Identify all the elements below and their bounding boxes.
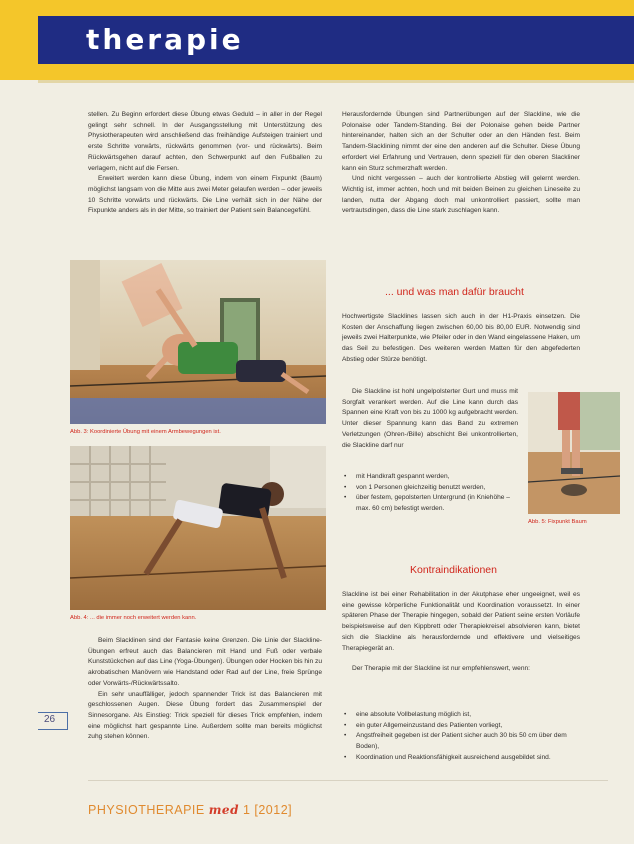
list-item: • von 1 Personen gleichzeitig benutzt werden, xyxy=(342,483,518,494)
caption-figure-3: Abb. 3: Koordinierte Übung mit einem Armbewegungen ist. xyxy=(70,429,221,435)
paragraph: Die Slackline ist hohl ungelpolsterter Gurt und muss mit Sorgfalt verankert werden. Auf die Line kann durch das Spannen eine Kraft von bis zu 1000 kg aufgebracht werden. Unter dieser Spannung kann das Band zu extremen Verletzungen (Ohren-/Bille) abschicht Bei unkontrollierten, die Slackline darf nur xyxy=(342,388,518,449)
contraindications-text xyxy=(342,590,580,675)
photo-slackline-anchor xyxy=(528,392,620,514)
footer-magazine xyxy=(88,802,292,818)
heading-equipment: ... und was man dafür braucht xyxy=(385,286,524,298)
paragraph: Hochwertigste Slacklines lassen sich auch in der H1-Praxis einsetzen. Die Kosten der Anschaffung liegen zwischen 60,00 bis 80,00 EUR. Notwendig sind jeweils zwei Halterpunkte, wie Pfeiler oder in den Wand eingelassene Haken, um das Seil zu befestigen. Des weiteren werden Matten für den abgefederten Abstieg oder Stürze benötigt. xyxy=(342,313,580,363)
list-item: • mit Handkraft gespannt werden, xyxy=(342,472,518,483)
header-underline xyxy=(38,80,634,83)
paragraph: Der Therapie mit der Slackline ist nur empfehlenswert, wenn: xyxy=(352,665,530,673)
list-item: • eine absolute Vollbelastung möglich ist, xyxy=(342,710,580,721)
paragraph: Herausfordernde Übungen sind Partnerübungen auf der Slackline, wie die Polonaise oder Tandem-Standing. Bei der Polonaise gehen beide Partner hintereinander, halten sich an der Schulter oder an den Händen fest. Beim Tandem-Slacklining nimmt der eine den anderen auf die Schulter. Diese Übung erfordert viel Erfahrung und Vertrauen, denn speziell für den oberen Slackliner kann ein Sturz schmerzhaft werden. xyxy=(342,111,580,172)
paragraph: stellen. Zu Beginn erfordert diese Übung etwas Geduld – in aller in der Regel gelingt sehr schnell. In der Ausgangsstellung mit Unterstützung des Physiotherapeuten wird anschließend das freihändige Aufsteigen trainiert und erste Schritte vorwärts, rückwärts genommen (vor- und rückwärts). Beim Rückwärtsgehen darauf achten, den Schwerpunkt auf den Fußballen zu verlagern, nicht auf die Fersen. xyxy=(88,111,322,172)
caption-figure-4: Abb. 4: ... die immer noch erweitert werden kann. xyxy=(70,615,197,621)
photo-slackline-arm-exercise xyxy=(70,260,326,424)
equipment-text-wrap xyxy=(342,387,518,451)
list-item: • Koordination und Reaktionsfähigkeit ausreichend ausgebildet sind. xyxy=(342,753,580,764)
paragraph: Slackline ist bei einer Rehabilitation in der Akutphase eher ungeeignet, weil es eine gewisse körperliche Funktionalität und Koordination voraussetzt. In einer späteren Phase der Therapie hingegen, sobald der Patient seine ersten Vorläufe beispielsweise auf den Kippbrett oder Therapiekreisel absolvieren kann, bietet sich die Slackline als herausfordernde und effektivere und vielseitiges Therapiegerät an. xyxy=(342,591,580,652)
footer-brand: med xyxy=(208,803,239,817)
caption-figure-5: Abb. 5: Fixpunkt Baum xyxy=(528,519,587,525)
list-item: • Angstfreiheit gegeben ist der Patient sicher auch 30 bis 50 cm über dem Boden), xyxy=(342,731,580,752)
section-title: therapie xyxy=(86,23,244,56)
heading-contraindications: Kontraindikationen xyxy=(410,564,497,576)
list-item: • ein guter Allgemeinzustand des Patienten vorliegt, xyxy=(342,721,580,732)
footer-magazine-name: PHYSIOTHERAPIE xyxy=(88,803,205,817)
footer-divider xyxy=(88,780,608,781)
paragraph: Beim Slacklinen sind der Fantasie keine Grenzen. Die Linie der Slackline-Übungen erfreut auch das Balancieren mit Hand und Fuß oder verbale Kunststückchen auf das Line (Yoga-Übungen). Übungen oder Hocken bis hin zu akrobatischen Manövern wie Handstand oder Rad auf der Line, freie Sprünge oder Vorwärts-/Rückwärtssalto. xyxy=(88,637,322,687)
left-bottom-text xyxy=(88,636,322,743)
left-intro-text xyxy=(88,110,322,217)
paragraph: Ein sehr unauffälliger, jedoch spannender Trick ist das Balancieren mit geschlossenen Augen. Diese Übung fordert das Zusammenspiel der Sinnesorgane. Als Einstieg: Trick speziell für dieses Trick empfehlen, indem eine möglichst hart gespannte Line. Außerdem sollte man bereits möglichst zuhg stehen können. xyxy=(88,690,322,741)
paragraph: Erweitert werden kann diese Übung, indem von einem Fixpunkt (Baum) möglichst langsam von die Mitte aus zwei Meter gelaufen werden – oder jeweils 10 Schritte vorwärts und rückwärts. Die Line verhält sich in der Nähe der Fixpunkte anders als in der Mitte, so trainiert der Patient sein Balancegefühl. xyxy=(88,175,322,215)
contraindications-bullets xyxy=(342,710,580,764)
equipment-bullets xyxy=(342,472,518,515)
right-intro-text xyxy=(342,110,580,217)
paragraph: Und nicht vergessen – auch der kontrollierte Abstieg will gelernt werden. Wichtig ist, immer achten, hoch und mit beiden Beinen zu gleichen Lineseite zu landen, nutta der Abgang doch mal unkontrolliert passiert, sollte man vertrautsdingen, dass die Line stark zuschlagen kann. xyxy=(342,175,580,215)
photo-slackline-pushup xyxy=(70,446,326,610)
equipment-text-top xyxy=(342,312,580,366)
footer-issue: 1 [2012] xyxy=(242,803,293,817)
list-item: • über festem, gepolsterten Untergrund (in Kniehöhe – max. 60 cm) befestigt werden. xyxy=(342,493,518,514)
page-number: 26 xyxy=(44,714,56,725)
